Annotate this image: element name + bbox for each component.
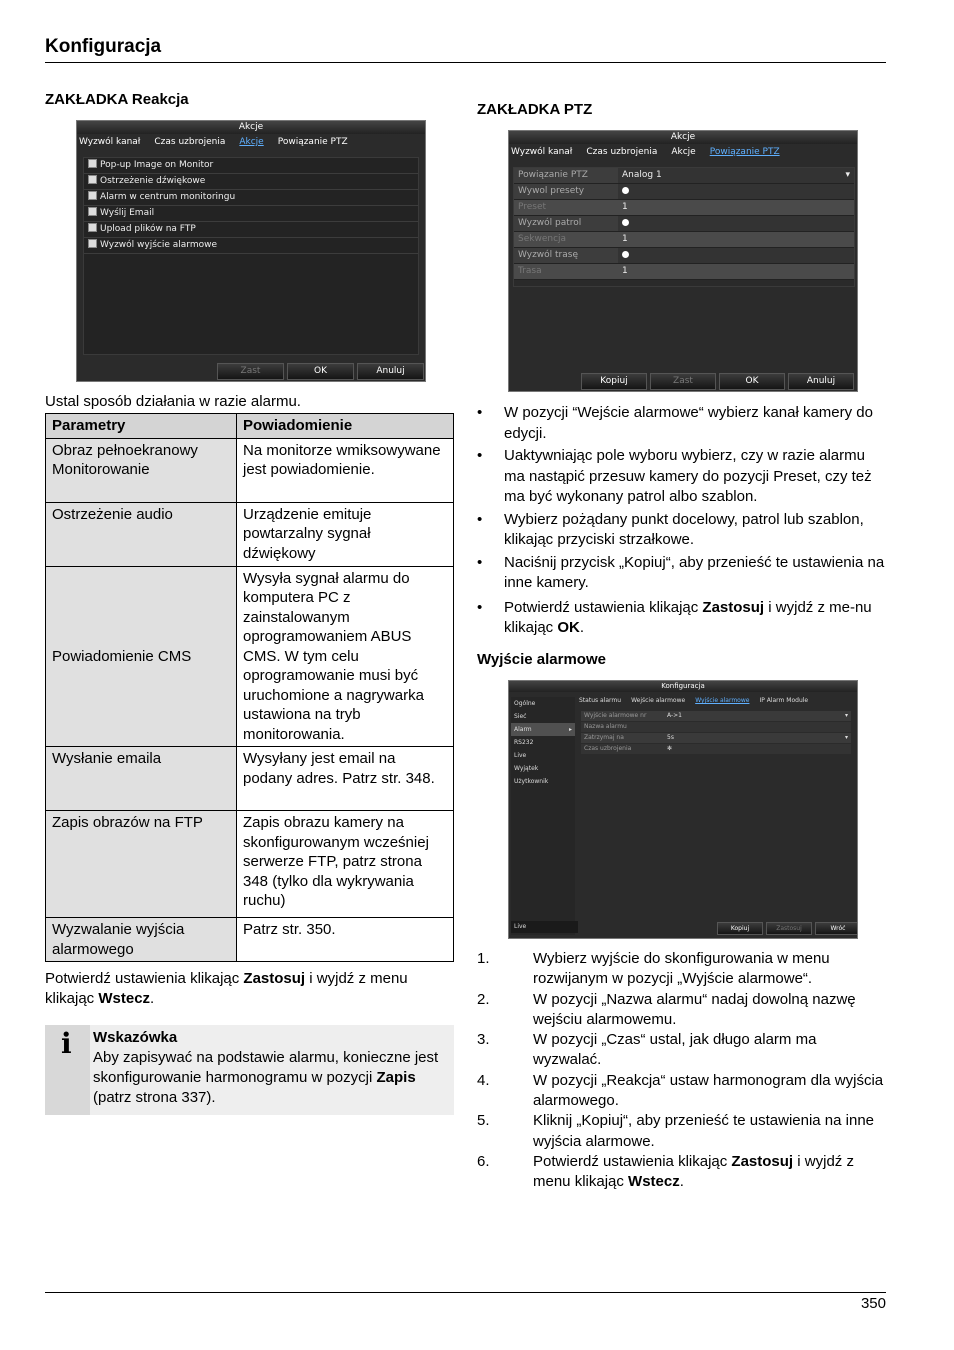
note-box	[45, 1025, 454, 1115]
action-item[interactable]: Wyzwól wyjście alarmowe	[84, 238, 418, 254]
ptz-row-preset[interactable]: Preset 1	[514, 200, 854, 216]
confirm-text: Potwierdź ustawienia klikając Zastosuj i wyjdź z menu klikając Wstecz.	[45, 970, 408, 1007]
intro-text: Ustal sposób działania w razie alarmu.	[45, 393, 301, 410]
checkbox-icon[interactable]	[88, 239, 97, 248]
screen-tabs	[509, 144, 857, 161]
actions-panel	[83, 157, 419, 355]
tab-wyzwol-kanal[interactable]: Wyzwól kanał	[79, 137, 141, 147]
list-item: • W pozycji “Wejście alarmowe“ wybierz kanał kamery do edycji.	[477, 403, 887, 444]
tab-alarm-status[interactable]: Status alarmu	[579, 697, 622, 704]
note-title: Wskazówka	[93, 1029, 178, 1046]
screen-tabs	[77, 134, 425, 151]
dropdown-arrow-icon[interactable]: ▾	[845, 170, 850, 180]
list-item: 3. W pozycji „Czas“ ustal, jak długo alarm ma wyzwalać.	[477, 1031, 817, 1069]
cancel-button[interactable]: Anuluj	[788, 373, 854, 390]
table-row	[46, 918, 454, 962]
screen-ptz	[508, 130, 858, 392]
header-divider	[45, 62, 886, 63]
alarm-tabs	[579, 697, 853, 704]
tab-czas-uzbrojenia[interactable]: Czas uzbrojenia	[154, 137, 226, 147]
form-row-hold-time[interactable]: Zatrzymaj na 5s ▾	[581, 733, 851, 743]
tab-akcje[interactable]: Akcje	[671, 147, 696, 157]
page-number: 350	[860, 1295, 886, 1312]
sidebar-item-general[interactable]: Ogólne	[514, 700, 536, 707]
ptz-row-sequence[interactable]: Sekwencja 1	[514, 232, 854, 248]
screen-buttons	[581, 373, 854, 390]
screen-title: Akcje	[77, 121, 425, 134]
column-header: Parametry	[46, 414, 237, 439]
notification-cell: Na monitorze wmiksowywane jest powiadomienie.	[237, 438, 454, 502]
ptz-panel	[513, 167, 855, 287]
apply-button[interactable]: Zast	[217, 363, 284, 380]
copy-button[interactable]: Kopiuj	[581, 373, 647, 390]
table-row	[46, 811, 454, 918]
ptz-row-route[interactable]: Trasa 1	[514, 264, 854, 280]
sidebar-item-exception[interactable]: Wyjątek	[514, 765, 539, 772]
note-text: Aby zapisywać na podstawie alarmu, konieczne jest skonfigurowanie harmonogramu w pozycji Zapis (patrz strona 337).	[93, 1049, 439, 1106]
radio-icon[interactable]	[622, 219, 629, 226]
checkbox-icon[interactable]	[88, 175, 97, 184]
back-button[interactable]: Wróć	[815, 922, 858, 935]
sidebar-item-rs232[interactable]: RS232	[514, 739, 534, 746]
form-row-output-number[interactable]: Wyjście alarmowe nr A->1 ▾	[581, 711, 851, 721]
radio-icon[interactable]	[622, 251, 629, 258]
checkbox-icon[interactable]	[88, 207, 97, 216]
action-item[interactable]: Alarm w centrum monitoringu	[84, 190, 418, 206]
radio-icon[interactable]	[622, 187, 629, 194]
alarm-output-steps	[477, 949, 887, 1193]
cancel-button[interactable]: Anuluj	[357, 363, 424, 380]
table-row	[46, 438, 454, 502]
list-item: 2. W pozycji „Nazwa alarmu“ nadaj dowolną nazwę wejściu alarmowemu.	[477, 990, 856, 1028]
subsection-title-alarm-output: Wyjście alarmowe	[477, 651, 606, 668]
footer-divider	[45, 1292, 886, 1293]
copy-button[interactable]: Kopiuj	[717, 922, 763, 935]
sidebar-item-user[interactable]: Użytkownik	[514, 778, 549, 785]
ptz-instructions	[477, 403, 887, 641]
list-item: 1. Wybierz wyjście do skonfigurowania w menu rozwijanym w pozycji „Wyjście alarmowe“.	[477, 950, 830, 988]
apply-button[interactable]: Zast	[650, 373, 716, 390]
notification-cell: Urządzenie emituje powtarzalny sygnał dźwiękowy	[237, 502, 454, 566]
ptz-row-patrol-toggle[interactable]: Wyzwól patrol	[514, 216, 854, 232]
note-body	[93, 1028, 449, 1108]
chevron-right-icon: ▸	[568, 726, 572, 733]
table-header-row	[46, 414, 454, 439]
section-title-ptz: ZAKŁADKA PTZ	[477, 101, 593, 118]
ok-button[interactable]: OK	[719, 373, 785, 390]
screen-title: Akcje	[509, 131, 857, 144]
checkbox-icon[interactable]	[88, 223, 97, 232]
page-header-title: Konfiguracja	[45, 36, 162, 57]
ptz-row-preset-toggle[interactable]: Wywol presety	[514, 184, 854, 200]
screen-buttons	[217, 363, 424, 380]
notification-cell: Wysyła sygnał alarmu do komputera PC z zainstalowanym oprogramowaniem ABUS CMS. W tym celu oprogramowanie musi być uruchomione a nagrywarka ustawiona na tryb monitorowania.	[237, 566, 454, 747]
tab-wyzwol-kanal[interactable]: Wyzwól kanał	[511, 147, 573, 157]
list-item: • Wybierz pożądany punkt docelowy, patrol lub szablon, klikając przyciski strzałkowe.	[477, 510, 887, 551]
table-row	[46, 747, 454, 811]
ok-button[interactable]: OK	[287, 363, 354, 380]
dropdown-arrow-icon[interactable]: ▾	[844, 734, 848, 741]
tab-powiazanie-ptz[interactable]: Powiązanie PTZ	[277, 137, 348, 147]
list-item: • Potwierdź ustawienia klikając Zastosuj i wyjdź z me-nu klikając OK.	[477, 598, 887, 639]
param-cell: Wyzwalanie wyjścia alarmowego	[46, 918, 237, 962]
action-item[interactable]: Wyślij Email	[84, 206, 418, 222]
note-icon-box	[45, 1025, 90, 1115]
apply-button[interactable]: Zastosuj	[766, 922, 812, 935]
param-cell: Zapis obrazów na FTP	[46, 811, 237, 918]
column-header: Powiadomienie	[237, 414, 454, 439]
table-row	[46, 566, 454, 747]
gear-icon[interactable]: ✻	[667, 745, 673, 752]
tab-czas-uzbrojenia[interactable]: Czas uzbrojenia	[586, 147, 658, 157]
settings-sidebar	[511, 697, 575, 935]
tab-powiazanie-ptz[interactable]: Powiązanie PTZ	[709, 147, 780, 157]
param-cell: Powiadomienie CMS	[46, 566, 237, 747]
sidebar-live-button[interactable]: Live	[511, 921, 578, 933]
tab-akcje[interactable]: Akcje	[239, 137, 264, 147]
param-cell: Ostrzeżenie audio	[46, 502, 237, 566]
checkbox-icon[interactable]	[88, 159, 97, 168]
param-cell: Wysłanie emaila	[46, 747, 237, 811]
list-item: 5. Kliknij „Kopiuj“, aby przenieść te ustawienia na inne wyjścia alarmowe.	[477, 1112, 875, 1150]
tab-ip-alarm-module[interactable]: IP Alarm Module	[759, 697, 809, 704]
section-title-reakcja: ZAKŁADKA Reakcja	[45, 91, 189, 108]
form-row-alarm-name[interactable]: Nazwa alarmu	[581, 722, 851, 732]
tab-alarm-output[interactable]: Wyjście alarmowe	[695, 697, 750, 704]
list-item: • Uaktywniając pole wyboru wybierz, czy w razie alarmu ma nastąpić przesuw kamery do pozycji Preset, czy też ma być wykonany patrol albo szablon.	[477, 446, 887, 508]
screen-alarm-output	[508, 680, 858, 939]
action-item[interactable]: Upload plików na FTP	[84, 222, 418, 238]
action-item[interactable]: Ostrzeżenie dźwiękowe	[84, 174, 418, 190]
tab-alarm-input[interactable]: Wejście alarmowe	[631, 697, 686, 704]
sidebar-item-live[interactable]: Live	[514, 752, 527, 759]
screen-buttons	[717, 922, 858, 935]
ptz-row-route-toggle[interactable]: Wyzwól trasę	[514, 248, 854, 264]
action-item[interactable]: Pop-up Image on Monitor	[84, 158, 418, 174]
param-cell: Obraz pełnoekranowy Monitorowanie	[46, 438, 237, 502]
ptz-row-channel[interactable]: Powiązanie PTZ Analog 1 ▾	[514, 168, 854, 184]
list-item: 6. Potwierdź ustawienia klikając Zastosuj i wyjdź z menu klikając Wstecz.	[477, 1152, 854, 1191]
notification-cell: Patrz str. 350.	[237, 918, 454, 962]
notification-cell: Wysyłany jest email na podany adres. Patrz str. 348.	[237, 747, 454, 811]
dropdown-arrow-icon[interactable]: ▾	[844, 712, 848, 719]
form-row-arming-schedule[interactable]: Czas uzbrojenia ✻	[581, 744, 851, 754]
sidebar-item-network[interactable]: Sieć	[514, 713, 527, 720]
checkbox-icon[interactable]	[88, 191, 97, 200]
list-item: • Naciśnij przycisk „Kopiuj“, aby przenieść te ustawienia na inne kamery.	[477, 553, 887, 594]
sidebar-item-alarm[interactable]: Alarm ▸	[511, 723, 575, 736]
screen-title: Konfiguracja	[509, 681, 857, 692]
parameters-table	[45, 413, 454, 962]
alarm-output-form	[581, 711, 851, 754]
table-row	[46, 502, 454, 566]
notification-cell: Zapis obrazu kamery na skonfigurowanym wcześniej serwerze FTP, patrz strona 348 (tylko dla wykrywania ruchu)	[237, 811, 454, 918]
screen-akcje	[76, 120, 426, 382]
list-item: 4. W pozycji „Reakcja“ ustaw harmonogram dla wyjścia alarmowego.	[477, 1071, 884, 1110]
info-icon: i	[61, 1027, 72, 1060]
